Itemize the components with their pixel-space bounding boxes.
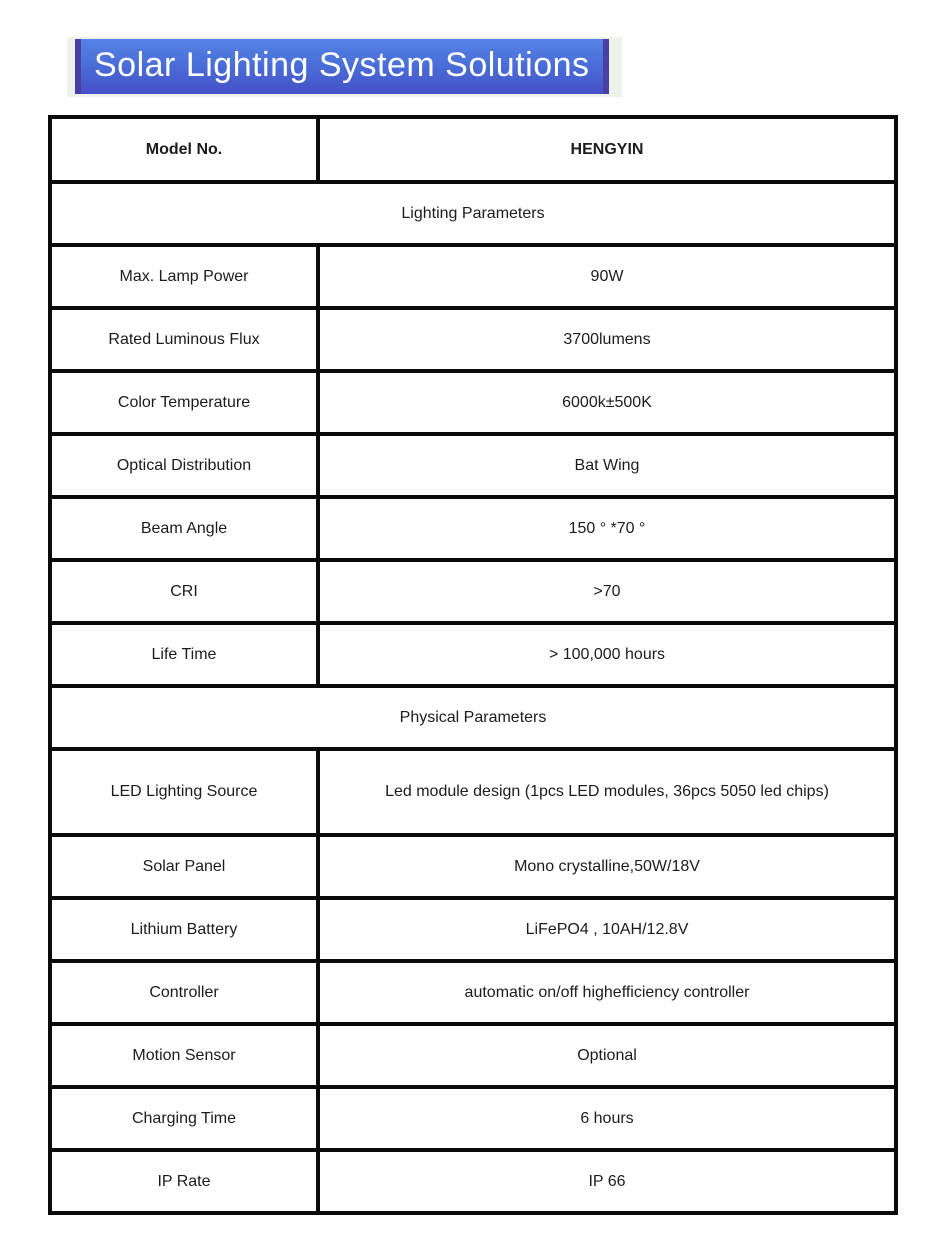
table-row [50, 835, 896, 898]
spec-value-cell: Bat Wing [318, 434, 896, 497]
table-row [50, 497, 896, 560]
spec-label-cell: Color Temperature [50, 371, 318, 434]
spec-value-cell: > 100,000 hours [318, 623, 896, 686]
table-row [50, 1150, 896, 1213]
table-row [50, 1024, 896, 1087]
spec-label-cell: Lithium Battery [50, 898, 318, 961]
section-row-lighting [50, 182, 896, 245]
table-row [50, 623, 896, 686]
spec-label-cell: CRI [50, 560, 318, 623]
spec-value-cell: 150 ° *70 ° [318, 497, 896, 560]
table-row [50, 245, 896, 308]
page-title: Solar Lighting System Solutions [94, 46, 590, 84]
spec-label-cell: Beam Angle [50, 497, 318, 560]
table-row [50, 1087, 896, 1150]
page-title-backing [67, 37, 622, 97]
spec-value-cell: 6000k±500K [318, 371, 896, 434]
section-title-physical: Physical Parameters [50, 686, 896, 749]
spec-value-cell: 3700lumens [318, 308, 896, 371]
section-title-lighting: Lighting Parameters [50, 182, 896, 245]
table-row [50, 371, 896, 434]
spec-label-cell: Motion Sensor [50, 1024, 318, 1087]
spec-table [48, 115, 898, 1215]
spec-label-cell: Charging Time [50, 1087, 318, 1150]
spec-label-cell: Optical Distribution [50, 434, 318, 497]
spec-label-cell: Rated Luminous Flux [50, 308, 318, 371]
spec-value-cell: 90W [318, 245, 896, 308]
spec-value-cell: automatic on/off highefficiency controller [318, 961, 896, 1024]
table-row [50, 308, 896, 371]
spec-label-cell: IP Rate [50, 1150, 318, 1213]
table-row-model [50, 117, 896, 182]
spec-label-cell: LED Lighting Source [50, 749, 318, 835]
table-row [50, 560, 896, 623]
page-title-banner [75, 39, 609, 94]
model-no-value-cell: HENGYIN [318, 117, 896, 182]
table-row [50, 961, 896, 1024]
spec-value-cell: Optional [318, 1024, 896, 1087]
table-row [50, 898, 896, 961]
table-row [50, 434, 896, 497]
spec-label-cell: Max. Lamp Power [50, 245, 318, 308]
section-row-physical [50, 686, 896, 749]
spec-label-cell: Controller [50, 961, 318, 1024]
spec-value-cell: >70 [318, 560, 896, 623]
spec-value-cell: Led module design (1pcs LED modules, 36pcs 5050 led chips) [318, 749, 896, 835]
spec-label-cell: Life Time [50, 623, 318, 686]
spec-value-cell: Mono crystalline,50W/18V [318, 835, 896, 898]
spec-value-cell: LiFePO4 , 10AH/12.8V [318, 898, 896, 961]
spec-label-cell: Solar Panel [50, 835, 318, 898]
spec-value-cell: IP 66 [318, 1150, 896, 1213]
model-no-label-cell: Model No. [50, 117, 318, 182]
table-row [50, 749, 896, 835]
spec-value-cell: 6 hours [318, 1087, 896, 1150]
